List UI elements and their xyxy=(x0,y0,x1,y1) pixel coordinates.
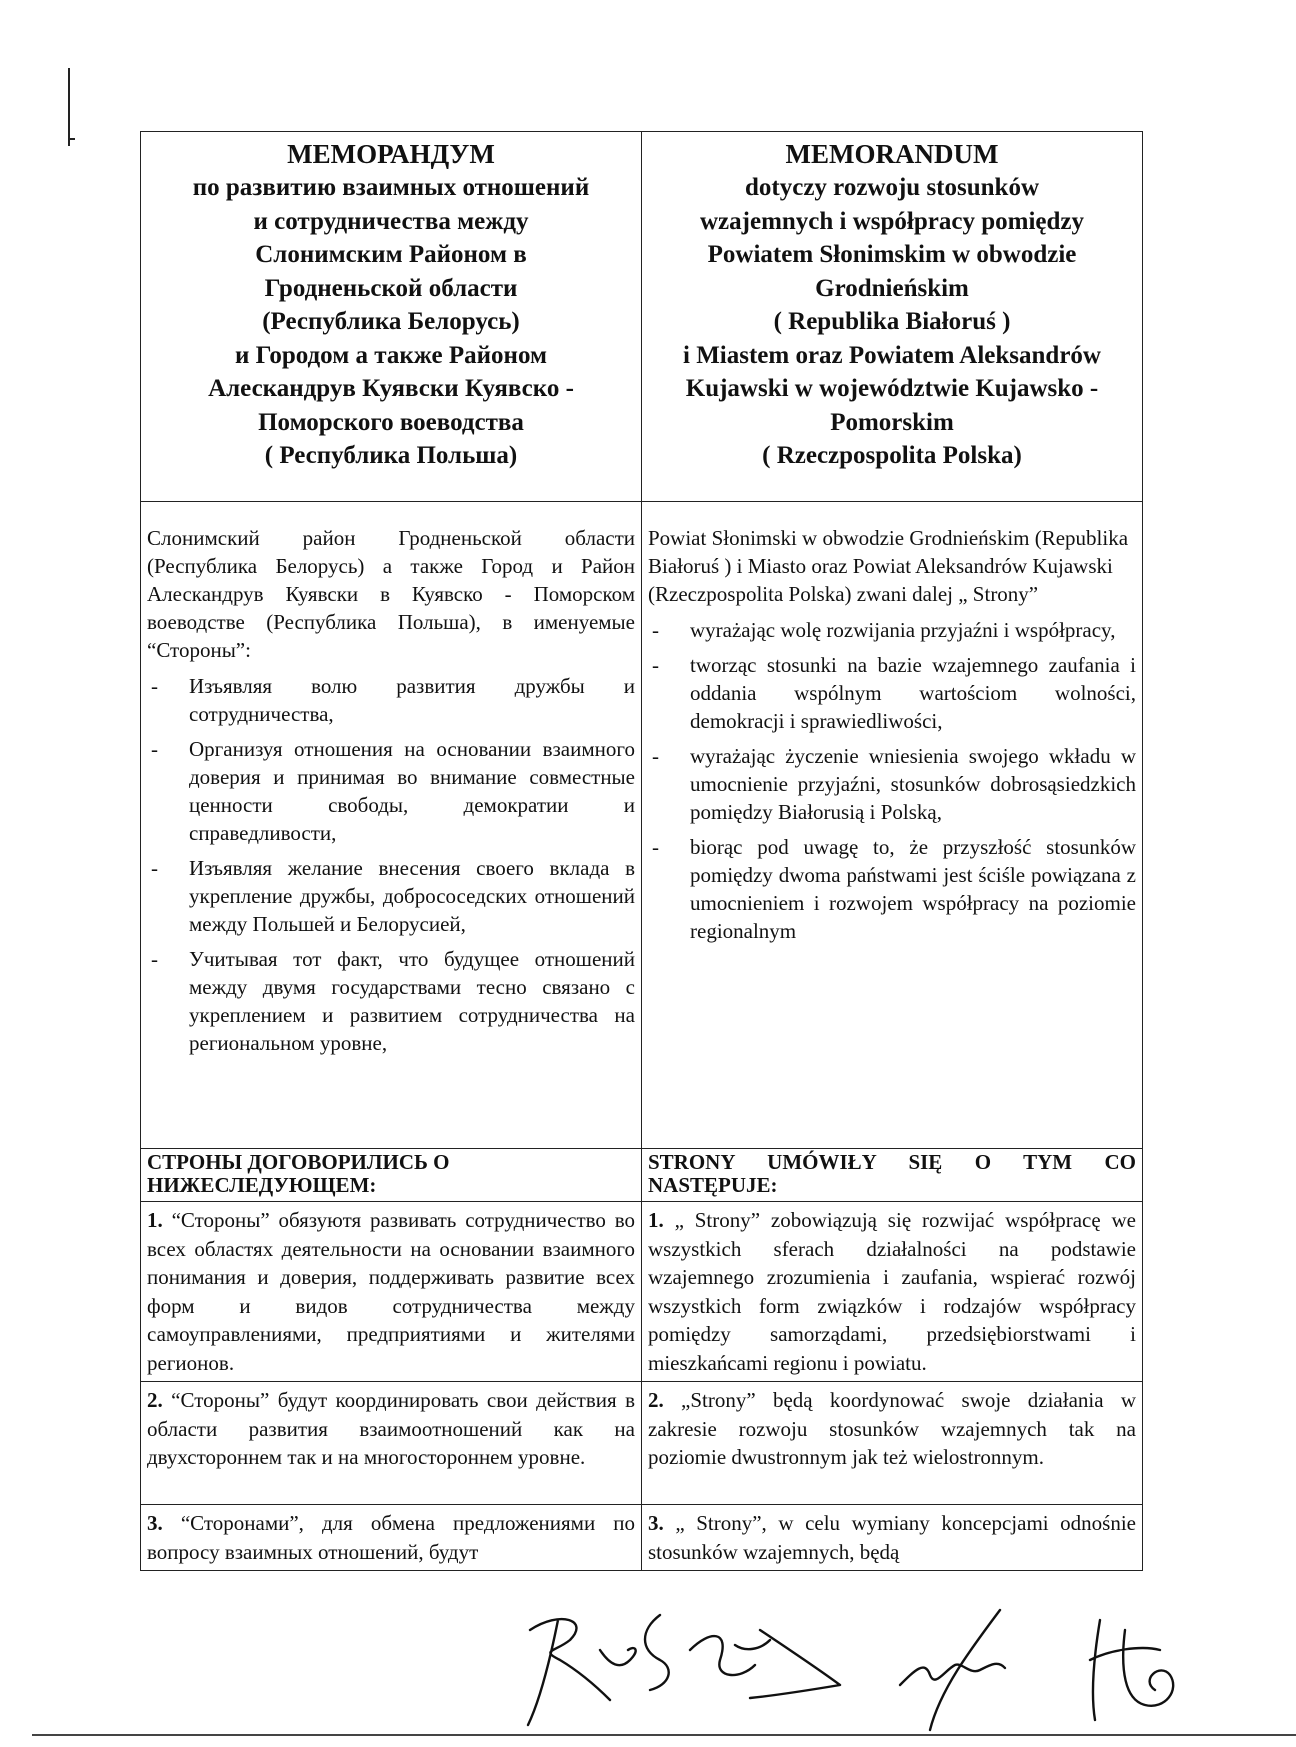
list-item-text: Изъявляя желание внесения своего вклада в укрепление дружбы, добрососедских отношений между Польшей и Белорусией, xyxy=(189,856,635,936)
pl-preamble-cell xyxy=(642,502,1143,1149)
pl-title-line: Grodnieńskim xyxy=(815,274,969,302)
pl-title-heading: MEMORANDUM xyxy=(785,139,999,169)
list-item-text: Учитывая тот факт, что будущее отношений между двумя государствами тесно связано с укреплением и развитием сотрудничества на региональном уровне, xyxy=(189,947,635,1055)
dash-bullet: - xyxy=(652,744,659,768)
dash-bullet: - xyxy=(652,653,659,677)
pl-title-line: Pomorskim xyxy=(830,408,954,436)
article-text: „Strony” będą koordynować swoje działania w zakresie rozwoju stosunków wzajemnych tak na poziomie dwustronnym jak też wielostronnym. xyxy=(648,1388,1137,1469)
dash-bullet: - xyxy=(151,947,158,971)
pl-article-cell xyxy=(642,1202,1143,1382)
list-item xyxy=(648,833,1136,945)
dash-bullet: - xyxy=(652,835,659,859)
list-item xyxy=(147,735,635,847)
list-item xyxy=(147,945,635,1057)
article-text: “Стороны” будут координировать свои действия в области развития взаимоотношений как на двухстороннем так и на многостороннем уровне. xyxy=(147,1388,636,1469)
ru-title-heading: МЕМОРАНДУМ xyxy=(287,139,495,169)
ru-title-line: ( Республика Польша) xyxy=(264,442,518,469)
ru-preamble-intro: Слонимский район Гродненьской области (Республика Белорусь) а также Город и Район Алескандрув Куявски в Куявско - Поморском воеводстве (Республика Польша), в именуемые “Стороны”: xyxy=(147,526,635,662)
article-text: “Стороны” обязуютя развивать сотрудничество во всех областях деятельности на основании взаимного понимания и доверия, поддерживать развитие всех форм и видов сотрудничества между самоуправлениями, предприятиями и жителями регионов. xyxy=(147,1208,635,1375)
pl-title-cell xyxy=(642,132,1143,502)
ru-title-line: и сотрудничества между xyxy=(253,207,529,235)
ru-article-cell xyxy=(141,1202,642,1382)
list-item xyxy=(648,616,1136,644)
signature-1 xyxy=(528,1619,636,1725)
pl-agreed-heading xyxy=(642,1149,1143,1202)
article-text: „ Strony”, w celu wymiany koncepcjami odnośnie stosunków wzajemnych, będą xyxy=(648,1511,1136,1564)
list-item xyxy=(648,651,1136,735)
signature-4 xyxy=(1090,1620,1173,1720)
ru-title-line: Гродненьской области xyxy=(264,274,518,302)
pl-title-line: wzajemnych i współpracy pomiędzy xyxy=(700,207,1084,235)
article-row xyxy=(141,1382,1143,1505)
ru-title-line: и Городом а также Районом xyxy=(234,341,547,369)
ru-title-line: (Республика Белорусь) xyxy=(262,308,520,335)
ru-title-line: по развитию взаимных отношений xyxy=(192,174,590,201)
dash-bullet: - xyxy=(151,737,158,761)
pl-article-cell xyxy=(642,1382,1143,1505)
article-number: 2. xyxy=(648,1388,664,1412)
title-row xyxy=(141,132,1143,502)
ru-agreed-line: СТРОНЫ ДОГОВОРИЛИСЬ О xyxy=(147,1150,450,1174)
pl-preamble-list xyxy=(648,616,1136,945)
footer-rule xyxy=(32,1734,1296,1736)
article-text: „ Strony” zobowiązują się rozwijać współpracę we wszystkich sferach działalności na podstawie wzajemnego zrozumienia i zaufania, wspierać rozwój wszystkich form związków i rodzajów współpracy pomiędzy samorządami, przedsiębiorstwami i mieszkańcami regionu i powiatu. xyxy=(648,1208,1137,1375)
article-text: “Сторонами”, для обмена предложениями по вопросу взаимных отношений, будут xyxy=(147,1511,635,1564)
article-number: 3. xyxy=(648,1511,664,1535)
ru-title-line: Поморского воеводства xyxy=(258,408,524,436)
pl-article-cell xyxy=(642,1505,1143,1571)
ru-agreed-line: НИЖЕСЛЕДУЮЩЕМ: xyxy=(147,1173,377,1197)
list-item xyxy=(147,854,635,938)
article-number: 1. xyxy=(147,1208,163,1232)
list-item xyxy=(648,742,1136,826)
article-row xyxy=(141,1505,1143,1571)
ru-title-line: Алескандрув Куявски Куявско - xyxy=(208,375,574,402)
pl-title-line: ( Rzeczpospolita Polska) xyxy=(762,442,1022,469)
dash-bullet: - xyxy=(151,856,158,880)
ru-article-cell xyxy=(141,1382,642,1505)
list-item-text: biorąc pod uwagę to, że przyszłość stosunków pomiędzy dwoma państwami jest ściśle powiązana z umocnieniem i rozwojem współpracy na poziomie regionalnym xyxy=(690,835,1136,943)
agreed-heading-row xyxy=(141,1149,1143,1202)
memorandum-table xyxy=(140,131,1143,1571)
list-item-text: tworząc stosunki na bazie wzajemnego zaufania i oddania wspólnym wartościom wolności, demokracji i sprawiedliwości, xyxy=(690,653,1136,733)
list-item-text: wyrażając życzenie wniesienia swojego wkładu w umocnienie przyjaźni, stosunków dobrosąsiedzkich pomiędzy Białorusią i Polską, xyxy=(690,744,1136,824)
ru-preamble-list xyxy=(147,672,635,1057)
article-number: 1. xyxy=(648,1208,664,1232)
article-row xyxy=(141,1202,1143,1382)
list-item-text: Организуя отношения на основании взаимного доверия и принимая во внимание совместные ценности свободы, демократии и справедливости, xyxy=(189,737,635,845)
ru-title-cell xyxy=(141,132,642,502)
signatures xyxy=(500,1590,1260,1740)
pl-preamble-intro: Powiat Słonimski w obwodzie Grodnieńskim (Republika Białoruś ) i Miasto oraz Powiat Aleksandrów Kujawski (Rzeczpospolita Polska) zwani dalej „ Strony” xyxy=(648,526,1129,606)
pl-title-line: Kujawski w województwie Kujawsko - xyxy=(685,375,1099,402)
signature-5 xyxy=(930,1610,1000,1730)
article-number: 2. xyxy=(147,1388,163,1412)
dash-bullet: - xyxy=(652,618,659,642)
ru-article-cell xyxy=(141,1505,642,1571)
preamble-row xyxy=(141,502,1143,1149)
list-item xyxy=(147,672,635,728)
pl-agreed-line: NASTĘPUJE: xyxy=(648,1173,778,1197)
pl-title-line: ( Republika Białoruś ) xyxy=(773,308,1011,335)
margin-mark xyxy=(68,68,70,146)
ru-title-line: Слонимским Районом в xyxy=(255,241,527,268)
pl-agreed-line: STRONY UMÓWIŁY SIĘ O TYM CO xyxy=(648,1150,1136,1174)
pl-title-line: i Miastem oraz Powiatem Aleksandrów xyxy=(683,341,1101,369)
signature-3 xyxy=(900,1664,1005,1685)
list-item-text: wyrażając wolę rozwijania przyjaźni i współpracy, xyxy=(690,618,1116,642)
pl-title-line: dotyczy rozwoju stosunków xyxy=(745,174,1039,201)
article-number: 3. xyxy=(147,1511,163,1535)
list-item-text: Изъявляя волю развития дружбы и сотрудничества, xyxy=(189,674,635,726)
pl-title-line: Powiatem Słonimskim w obwodzie xyxy=(707,241,1077,268)
ru-agreed-heading xyxy=(141,1149,642,1202)
ru-preamble-cell xyxy=(141,502,642,1149)
signature-2 xyxy=(645,1615,840,1698)
dash-bullet: - xyxy=(151,674,158,698)
